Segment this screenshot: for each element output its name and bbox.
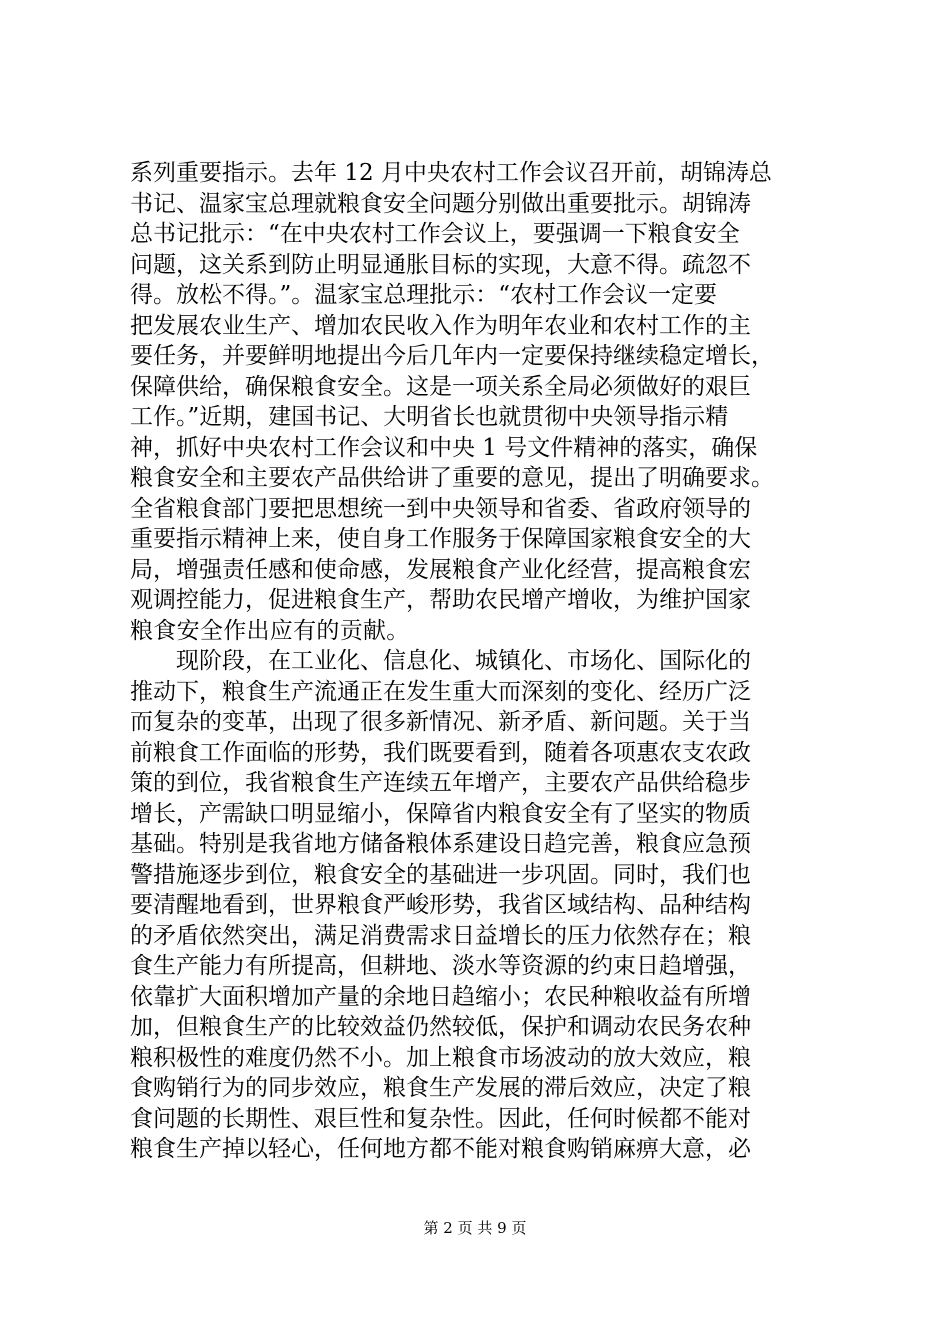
text-line: 工作。”近期，建国书记、大明省长也就贯彻中央领导指示精 <box>130 404 729 430</box>
text-line: 粮积极性的难度仍然不小。加上粮食市场波动的放大效应，粮 <box>130 1044 751 1071</box>
text-line: 把发展农业生产、增加农民收入作为明年农业和农村工作的主 <box>130 312 751 339</box>
text-line: 增长，产需缺口明显缩小，保障省内粮食安全有了坚实的物质 <box>130 800 751 827</box>
text-line: 基础。特别是我省地方储备粮体系建设日趋完善，粮食应急预 <box>130 831 751 857</box>
text-line: 食购销行为的同步效应，粮食生产发展的滞后效应，决定了粮 <box>130 1075 751 1101</box>
text-line: 策的到位，我省粮食生产连续五年增产，主要农产品供给稳步 <box>130 770 751 796</box>
text-line: 得。放松不得。”。温家宝总理批示：“农村工作会议一定要 <box>130 282 718 308</box>
text-line: 要任务，并要鲜明地提出今后几年内一定要保持继续稳定增长， <box>130 343 774 369</box>
text-line: 依靠扩大面积增加产量的余地日趋缩小；农民种粮收益有所增 <box>130 983 751 1010</box>
text-line: 局，增强责任感和使命感，发展粮食产业化经营，提高粮食宏 <box>130 556 751 583</box>
text-line: 现阶段，在工业化、信息化、城镇化、市场化、国际化的 <box>130 648 751 674</box>
page-footer: 第 2 页 共 9 页 <box>423 1219 527 1237</box>
text-line: 保障供给，确保粮食安全。这是一项关系全局必须做好的艰巨 <box>130 373 751 400</box>
text-line: 全省粮食部门要把思想统一到中央领导和省委、省政府领导的 <box>130 495 751 522</box>
text-line: 粮食生产掉以轻心，任何地方都不能对粮食购销麻痹大意，必 <box>130 1136 751 1162</box>
text-line: 而复杂的变革，出现了很多新情况、新矛盾、新问题。关于当 <box>130 709 751 735</box>
text-line: 问题，这关系到防止明显通胀目标的实现，大意不得。疏忽不 <box>130 251 751 278</box>
text-line: 书记、温家宝总理就粮食安全问题分别做出重要批示。胡锦涛 <box>130 190 751 217</box>
text-line: 系列重要指示。去年 12 月中央农村工作会议召开前，胡锦涛总 <box>130 160 772 186</box>
text-line: 推动下，粮食生产流通正在发生重大而深刻的变化、经历广泛 <box>130 678 751 705</box>
text-line: 食问题的长期性、艰巨性和复杂性。因此，任何时候都不能对 <box>130 1105 751 1132</box>
text-line: 的矛盾依然突出，满足消费需求日益增长的压力依然存在；粮 <box>130 922 751 949</box>
text-line: 要清醒地看到，世界粮食严峻形势，我省区域结构、品种结构 <box>130 892 751 918</box>
body-text <box>130 158 835 1165</box>
text-line: 粮食安全作出应有的贡献。 <box>130 617 410 644</box>
text-line: 前粮食工作面临的形势，我们既要看到，随着各项惠农支农政 <box>130 739 751 766</box>
text-line: 观调控能力，促进粮食生产，帮助农民增产增收，为维护国家 <box>130 587 751 613</box>
text-line: 加，但粮食生产的比较效益仍然较低，保护和调动农民务农种 <box>130 1014 751 1040</box>
text-line: 粮食安全和主要农产品供给讲了重要的意见，提出了明确要求。 <box>130 465 774 491</box>
text-line: 警措施逐步到位，粮食安全的基础进一步巩固。同时，我们也 <box>130 861 751 888</box>
text-line: 神，抓好中央农村工作会议和中央 1 号文件精神的落实，确保 <box>130 434 758 461</box>
text-line: 食生产能力有所提高，但耕地、淡水等资源的约束日趋增强， <box>130 953 751 979</box>
text-line: 重要指示精神上来，使自身工作服务于保障国家粮食安全的大 <box>130 526 751 552</box>
text-line: 总书记批示：“在中央农村工作会议上，要强调一下粮食安全 <box>130 221 740 247</box>
